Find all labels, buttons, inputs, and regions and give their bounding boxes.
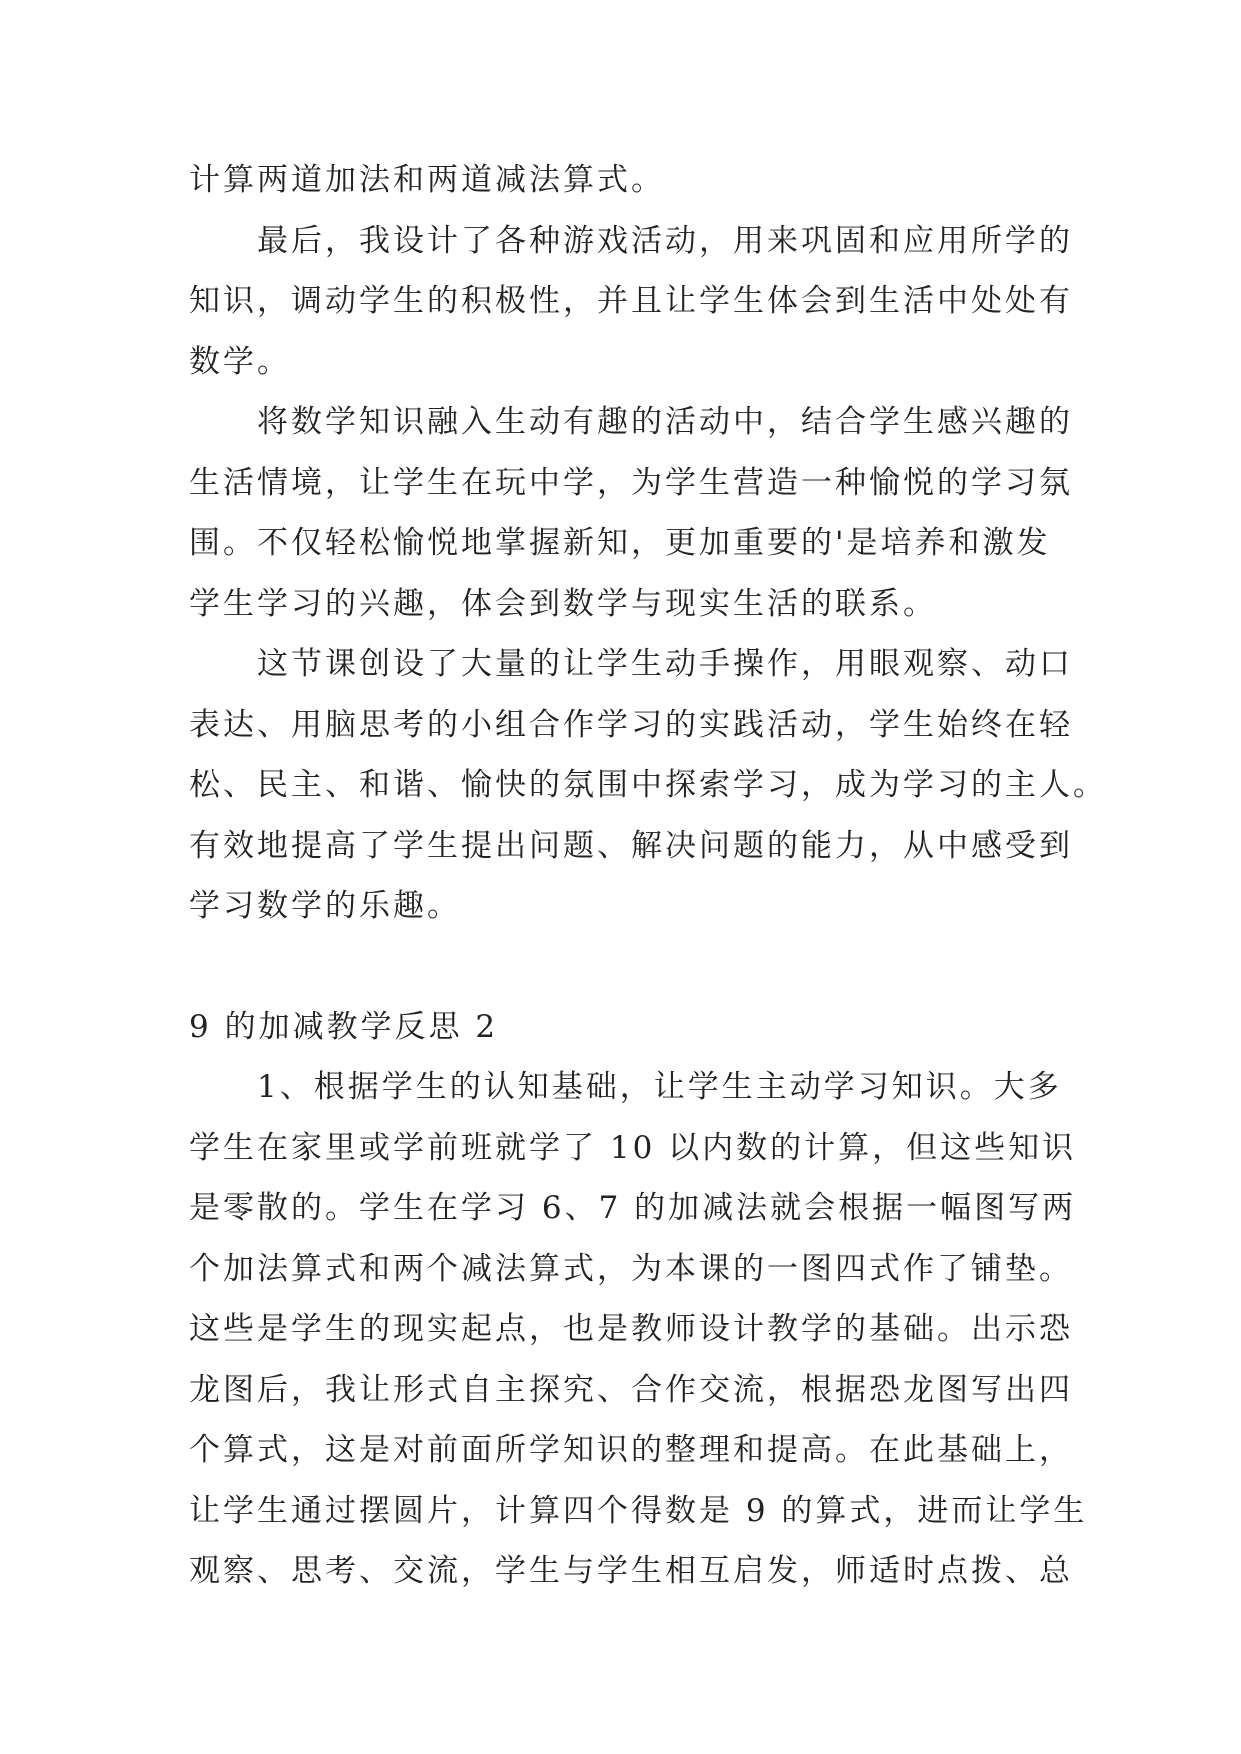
paragraph-line: 最后，我设计了各种游戏活动，用来巩固和应用所学的 xyxy=(257,222,1073,259)
paragraph-line: 有效地提高了学生提出问题、解决问题的能力，从中感受到 xyxy=(189,827,1073,864)
paragraph-line: 个加法算式和两个减法算式，为本课的一图四式作了铺垫。 xyxy=(189,1250,1073,1287)
paragraph-line: 学习数学的乐趣。 xyxy=(189,888,461,924)
paragraph-line: 龙图后，我让形式自主探究、合作交流，根据恐龙图写出四 xyxy=(189,1371,1073,1408)
paragraph-line: 是零散的。学生在学习 6、7 的加减法就会根据一幅图写两 xyxy=(189,1190,1077,1226)
paragraph-line: 让学生通过摆圆片，计算四个得数是 9 的算式，进而让学生 xyxy=(189,1492,1088,1529)
paragraph-line: 生活情境，让学生在玩中学，为学生营造一种愉悦的学习氛 xyxy=(189,464,1073,501)
section-spacer xyxy=(189,937,1069,997)
paragraph-line: 这节课创设了大量的让学生动手操作，用眼观察、动口 xyxy=(257,646,1073,682)
paragraph-line: 计算两道加法和两道减法算式。 xyxy=(189,162,665,198)
paragraph-line: 松、民主、和谐、愉快的氛围中探索学习，成为学习的主人。 xyxy=(189,767,1107,803)
paragraph-line: 表达、用脑思考的小组合作学习的实践活动，学生始终在轻 xyxy=(189,706,1073,743)
paragraph-line: 将数学知识融入生动有趣的活动中，结合学生感兴趣的 xyxy=(257,404,1073,440)
paragraph-line: 知识，调动学生的积极性，并且让学生体会到生活中处处有 xyxy=(189,283,1073,319)
paragraph-line: 观察、思考、交流，学生与学生相互启发，师适时点拨、总 xyxy=(189,1553,1073,1589)
paragraph-line: 数学。 xyxy=(189,343,291,380)
section-title: 9 的加减教学反思 2 xyxy=(189,1008,499,1045)
document-body xyxy=(189,150,1107,1602)
paragraph-line: 这些是学生的现实起点，也是教师设计教学的基础。出示恐 xyxy=(189,1311,1073,1347)
paragraph-line: 1、根据学生的认知基础，让学生主动学习知识。大多 xyxy=(257,1069,1062,1105)
paragraph-line: 个算式，这是对前面所学知识的整理和提高。在此基础上， xyxy=(189,1432,1073,1468)
paragraph-line: 围。不仅轻松愉悦地掌握新知，更加重要的'是培养和激发 xyxy=(189,525,1051,561)
paragraph-line: 学生在家里或学前班就学了 10 以内数的计算，但这些知识 xyxy=(189,1129,1077,1166)
paragraph-line: 学生学习的兴趣，体会到数学与现实生活的联系。 xyxy=(189,585,937,622)
